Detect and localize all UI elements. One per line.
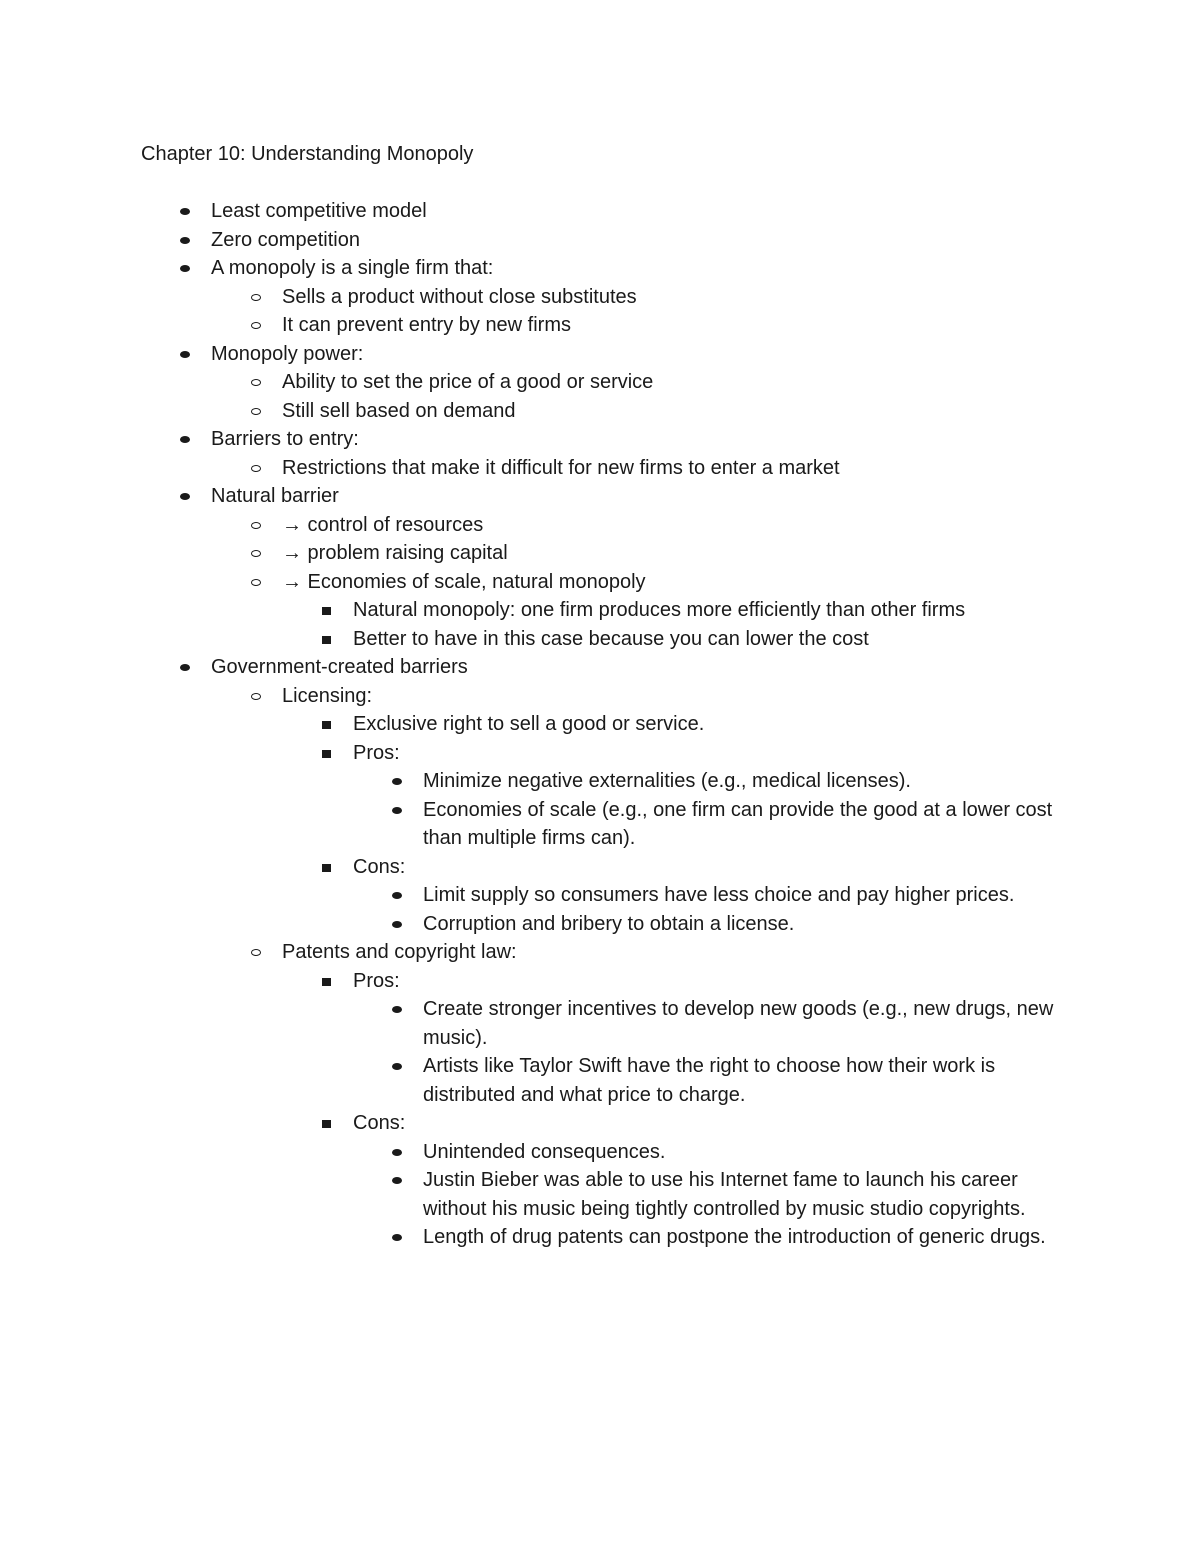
list-item-text: Length of drug patents can postpone the introduction of generic drugs. xyxy=(423,1226,1046,1248)
list-item-text: Unintended consequences. xyxy=(423,1140,666,1163)
list-item xyxy=(141,938,1071,967)
list-item xyxy=(141,568,1071,597)
list-item-text: Limit supply so consumers have less choice and pay higher prices. xyxy=(423,884,1015,906)
disc-bullet-icon xyxy=(175,482,205,511)
circle-bullet-icon xyxy=(246,539,276,568)
square-bullet-icon xyxy=(317,625,347,654)
list-item-text: Least competitive model xyxy=(211,200,427,222)
list-item-text: It can prevent entry by new firms xyxy=(282,314,572,336)
list-item xyxy=(141,511,1071,540)
list-item-text: → Economies of scale, natural monopoly xyxy=(282,570,646,593)
page-title: Chapter 10: Understanding Monopoly xyxy=(141,143,474,165)
list-item-text: Zero competition xyxy=(211,228,360,251)
list-item xyxy=(141,653,1071,682)
list-item xyxy=(141,425,1071,454)
bullet-list xyxy=(141,197,1071,1252)
list-item-text: → problem raising capital xyxy=(282,542,508,564)
list-item-text: Restrictions that make it difficult for new firms to enter a market xyxy=(282,456,840,479)
list-item xyxy=(141,1109,1071,1138)
circle-bullet-icon xyxy=(246,511,276,540)
disc-bullet-icon xyxy=(387,1138,417,1167)
list-item xyxy=(141,995,1071,1052)
list-item xyxy=(141,796,1071,853)
disc-bullet-icon xyxy=(387,796,417,825)
disc-bullet-icon xyxy=(387,995,417,1024)
document-page xyxy=(141,140,1071,1252)
list-item xyxy=(141,596,1071,625)
circle-bullet-icon xyxy=(246,454,276,483)
square-bullet-icon xyxy=(317,967,347,996)
list-item xyxy=(141,853,1071,882)
square-bullet-icon xyxy=(317,853,347,882)
circle-bullet-icon xyxy=(246,568,276,597)
list-item-text: → control of resources xyxy=(282,513,484,536)
disc-bullet-icon xyxy=(175,425,205,454)
list-item-text: Pros: xyxy=(353,969,400,992)
list-item-text: Justin Bieber was able to use his Internet fame to launch his career without his music being tightly controlled by music studio copyrights. xyxy=(423,1169,1026,1220)
list-item xyxy=(141,454,1071,483)
list-item-text: Barriers to entry: xyxy=(211,428,359,450)
disc-bullet-icon xyxy=(387,1052,417,1081)
list-item xyxy=(141,710,1071,739)
disc-bullet-icon xyxy=(387,881,417,910)
list-item xyxy=(141,1052,1071,1109)
list-item-text: Cons: xyxy=(353,855,406,878)
list-item xyxy=(141,682,1071,711)
list-item xyxy=(141,967,1071,996)
square-bullet-icon xyxy=(317,1109,347,1138)
list-item xyxy=(141,482,1071,511)
list-item xyxy=(141,311,1071,340)
disc-bullet-icon xyxy=(175,653,205,682)
list-item-text: Economies of scale (e.g., one firm can provide the good at a lower cost than multiple firms can). xyxy=(423,798,1053,849)
list-item xyxy=(141,881,1071,910)
list-item-text: Monopoly power: xyxy=(211,342,364,365)
list-item-text: Cons: xyxy=(353,1112,406,1134)
list-item-text: Exclusive right to sell a good or service. xyxy=(353,713,705,735)
list-item xyxy=(141,739,1071,768)
list-item-text: A monopoly is a single firm that: xyxy=(211,257,494,279)
circle-bullet-icon xyxy=(246,938,276,967)
list-item-text: Ability to set the price of a good or service xyxy=(282,371,654,393)
disc-bullet-icon xyxy=(387,1166,417,1195)
list-item xyxy=(141,910,1071,939)
list-item-text: Natural monopoly: one firm produces more efficiently than other firms xyxy=(353,599,966,621)
square-bullet-icon xyxy=(317,596,347,625)
list-item xyxy=(141,197,1071,226)
disc-bullet-icon xyxy=(175,254,205,283)
square-bullet-icon xyxy=(317,710,347,739)
list-item-text: Pros: xyxy=(353,741,400,764)
disc-bullet-icon xyxy=(387,767,417,796)
list-item xyxy=(141,625,1071,654)
list-item xyxy=(141,340,1071,369)
disc-bullet-icon xyxy=(387,1223,417,1252)
circle-bullet-icon xyxy=(246,283,276,312)
list-item xyxy=(141,283,1071,312)
disc-bullet-icon xyxy=(175,197,205,226)
list-item-text: Artists like Taylor Swift have the right to choose how their work is distributed and what price to charge. xyxy=(423,1055,996,1106)
list-item xyxy=(141,397,1071,426)
circle-bullet-icon xyxy=(246,682,276,711)
list-item xyxy=(141,539,1071,568)
circle-bullet-icon xyxy=(246,311,276,340)
list-item-text: Create stronger incentives to develop new goods (e.g., new drugs, new music). xyxy=(423,998,1054,1049)
disc-bullet-icon xyxy=(175,340,205,369)
list-item xyxy=(141,368,1071,397)
list-item xyxy=(141,767,1071,796)
list-item xyxy=(141,1138,1071,1167)
list-item-text: Still sell based on demand xyxy=(282,399,516,422)
list-item-text: Patents and copyright law: xyxy=(282,941,517,963)
list-item xyxy=(141,226,1071,255)
disc-bullet-icon xyxy=(175,226,205,255)
list-item-text: Government-created barriers xyxy=(211,656,468,678)
list-item xyxy=(141,254,1071,283)
disc-bullet-icon xyxy=(387,910,417,939)
list-item-text: Minimize negative externalities (e.g., medical licenses). xyxy=(423,770,911,792)
square-bullet-icon xyxy=(317,739,347,768)
list-item-text: Sells a product without close substitutes xyxy=(282,285,637,308)
circle-bullet-icon xyxy=(246,368,276,397)
list-item xyxy=(141,1223,1071,1252)
circle-bullet-icon xyxy=(246,397,276,426)
list-item-text: Natural barrier xyxy=(211,485,339,507)
list-item-text: Corruption and bribery to obtain a license. xyxy=(423,912,795,935)
list-item-text: Licensing: xyxy=(282,684,373,707)
list-item-text: Better to have in this case because you can lower the cost xyxy=(353,627,869,650)
list-item xyxy=(141,1166,1071,1223)
